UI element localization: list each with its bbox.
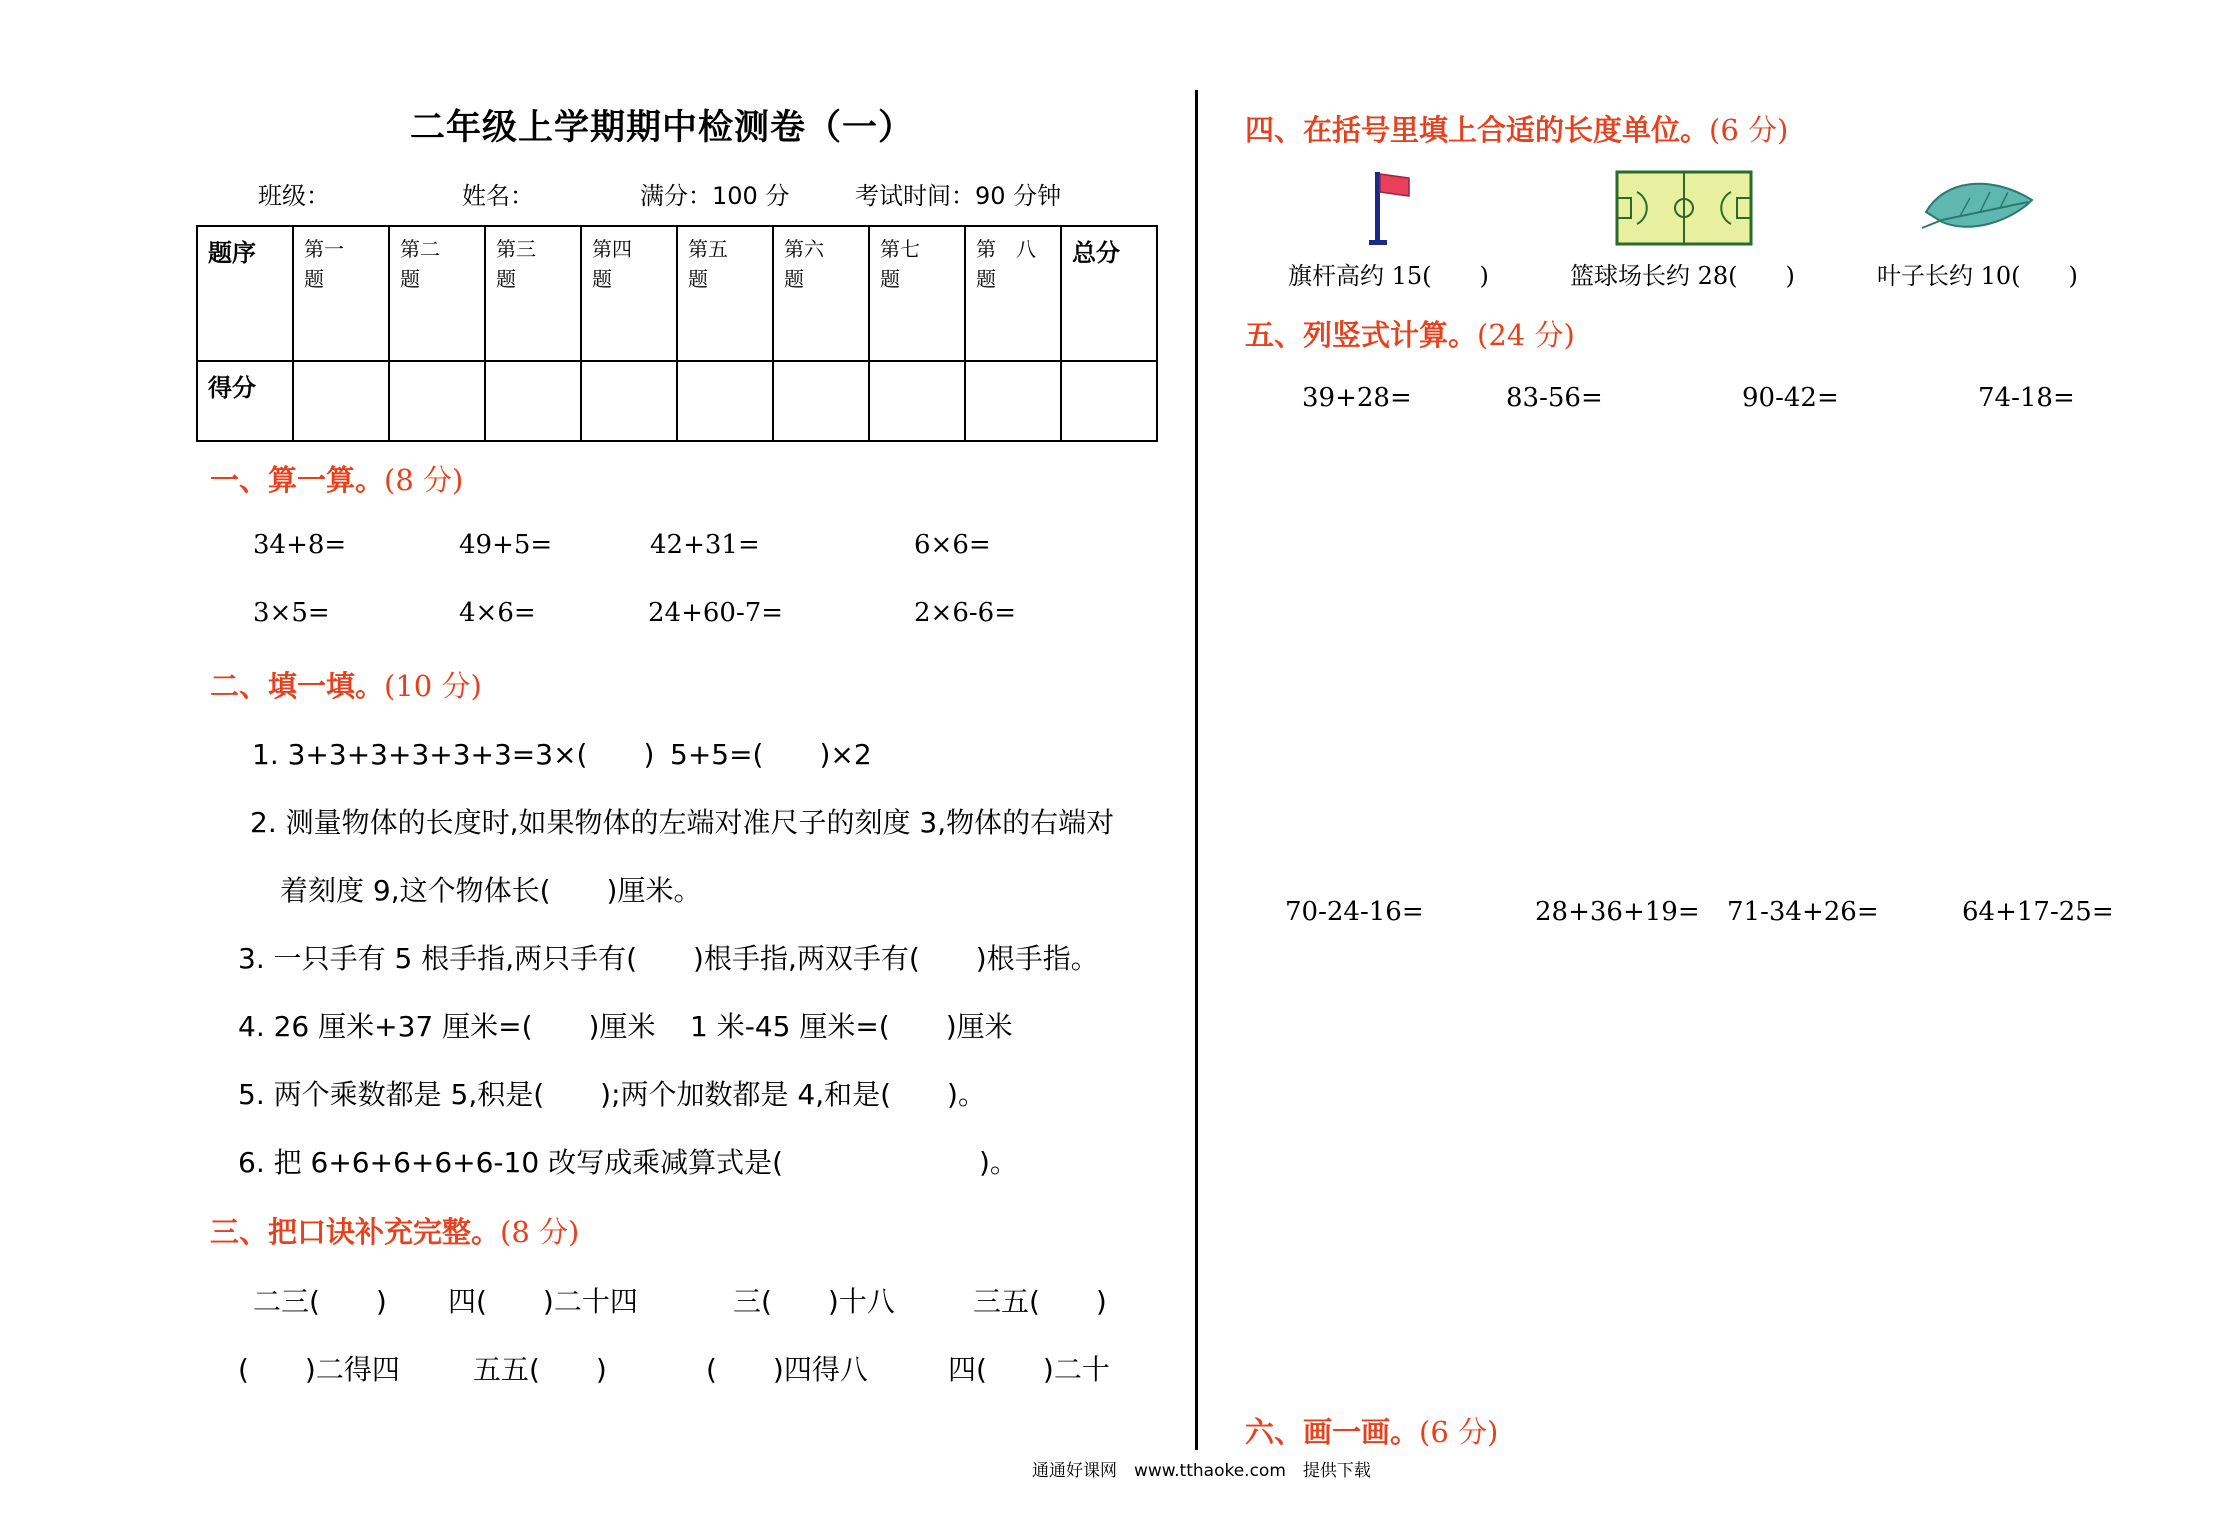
s2-q2a: 2. 测量物体的长度时,如果物体的左端对准尺子的刻度 3,物体的右端对 bbox=[250, 806, 1115, 839]
s2-q3: 3. 一只手有 5 根手指,两只手有( )根手指,两双手有( )根手指。 bbox=[238, 942, 1099, 975]
footer-credit: 通通好课网 www.tthaoke.com 提供下载 bbox=[1032, 1461, 1371, 1481]
s2-q5: 5. 两个乘数都是 5,积是( );两个加数都是 4,和是( )。 bbox=[238, 1078, 986, 1111]
s5-item: 74-18= bbox=[1978, 383, 2075, 413]
row-label-order: 题序 bbox=[197, 226, 293, 361]
s1-item: 24+60-7= bbox=[648, 598, 784, 628]
s1-item: 42+31= bbox=[650, 530, 760, 560]
total-header: 总分 bbox=[1061, 226, 1157, 361]
column-divider bbox=[1195, 90, 1198, 1450]
s3-item: 二三( ) bbox=[253, 1285, 387, 1318]
section-2-title: 二、填一填。(10 分) bbox=[210, 669, 482, 703]
s3-item: 四( )二十 bbox=[948, 1353, 1110, 1386]
s3-item: ( )四得八 bbox=[706, 1353, 868, 1386]
s2-q2b: 着刻度 9,这个物体长( )厘米。 bbox=[280, 874, 702, 907]
s1-item: 6×6= bbox=[914, 530, 991, 560]
s4-item-leaf: 叶子长约 10( ) bbox=[1877, 262, 2078, 290]
s5-item: 70-24-16= bbox=[1285, 897, 1424, 927]
class-label: 班级： bbox=[258, 182, 330, 210]
s1-item: 4×6= bbox=[459, 598, 536, 628]
leaf-icon bbox=[1920, 172, 2036, 238]
score-cell[interactable] bbox=[581, 361, 677, 441]
s2-q1b: 5+5=( )×2 bbox=[670, 738, 872, 771]
s5-item: 64+17-25= bbox=[1962, 897, 2114, 927]
section-6-title: 六、画一画。(6 分) bbox=[1245, 1415, 1499, 1449]
s1-item: 2×6-6= bbox=[914, 598, 1016, 628]
col-5-header: 第五 题 bbox=[677, 226, 773, 361]
s1-item: 49+5= bbox=[459, 530, 553, 560]
page-title: 二年级上学期期中检测卷（一） bbox=[410, 108, 915, 148]
col-8-header: 第 八 题 bbox=[965, 226, 1061, 361]
s3-item: ( )二得四 bbox=[238, 1353, 400, 1386]
s3-item: 三( )十八 bbox=[733, 1285, 895, 1318]
score-cell[interactable] bbox=[773, 361, 869, 441]
score-cell-total[interactable] bbox=[1061, 361, 1157, 441]
s1-item: 34+8= bbox=[253, 530, 347, 560]
section-1-title: 一、算一算。(8 分) bbox=[210, 463, 464, 497]
s2-q1a: 1. 3+3+3+3+3+3=3×( ) bbox=[252, 738, 655, 771]
exam-time: 考试时间：90 分钟 bbox=[855, 182, 1062, 210]
s2-q4a: 4. 26 厘米+37 厘米=( )厘米 bbox=[238, 1010, 656, 1043]
s2-q6: 6. 把 6+6+6+6+6-10 改写成乘减算式是( )。 bbox=[238, 1146, 1018, 1179]
s5-item: 28+36+19= bbox=[1535, 897, 1700, 927]
col-7-header: 第七 题 bbox=[869, 226, 965, 361]
col-6-header: 第六 题 bbox=[773, 226, 869, 361]
s5-item: 90-42= bbox=[1742, 383, 1839, 413]
s4-item-flagpole: 旗杆高约 15( ) bbox=[1288, 262, 1489, 290]
flagpole-icon bbox=[1365, 168, 1415, 248]
col-3-header: 第三 题 bbox=[485, 226, 581, 361]
section-3-title: 三、把口诀补充完整。(8 分) bbox=[210, 1215, 580, 1249]
col-4-header: 第四 题 bbox=[581, 226, 677, 361]
score-cell[interactable] bbox=[869, 361, 965, 441]
full-marks: 满分：100 分 bbox=[640, 182, 790, 210]
basketball-court-icon bbox=[1615, 170, 1755, 246]
score-cell[interactable] bbox=[389, 361, 485, 441]
s3-item: 五五( ) bbox=[473, 1353, 607, 1386]
section-5-title: 五、列竖式计算。(24 分) bbox=[1245, 318, 1575, 352]
row-label-score: 得分 bbox=[197, 361, 293, 441]
s5-item: 71-34+26= bbox=[1727, 897, 1879, 927]
s1-item: 3×5= bbox=[253, 598, 330, 628]
s3-item: 三五( ) bbox=[973, 1285, 1107, 1318]
s2-q4b: 1 米-45 厘米=( )厘米 bbox=[690, 1010, 1013, 1043]
section-4-title: 四、在括号里填上合适的长度单位。(6 分) bbox=[1245, 113, 1789, 147]
s4-item-court: 篮球场长约 28( ) bbox=[1570, 262, 1795, 290]
s3-item: 四( )二十四 bbox=[448, 1285, 638, 1318]
score-cell[interactable] bbox=[965, 361, 1061, 441]
score-cell[interactable] bbox=[485, 361, 581, 441]
col-1-header: 第一 题 bbox=[293, 226, 389, 361]
col-2-header: 第二 题 bbox=[389, 226, 485, 361]
score-cell[interactable] bbox=[677, 361, 773, 441]
s5-item: 39+28= bbox=[1302, 383, 1412, 413]
name-label: 姓名： bbox=[462, 182, 534, 210]
score-table bbox=[196, 225, 1158, 442]
score-cell[interactable] bbox=[293, 361, 389, 441]
s5-item: 83-56= bbox=[1506, 383, 1603, 413]
